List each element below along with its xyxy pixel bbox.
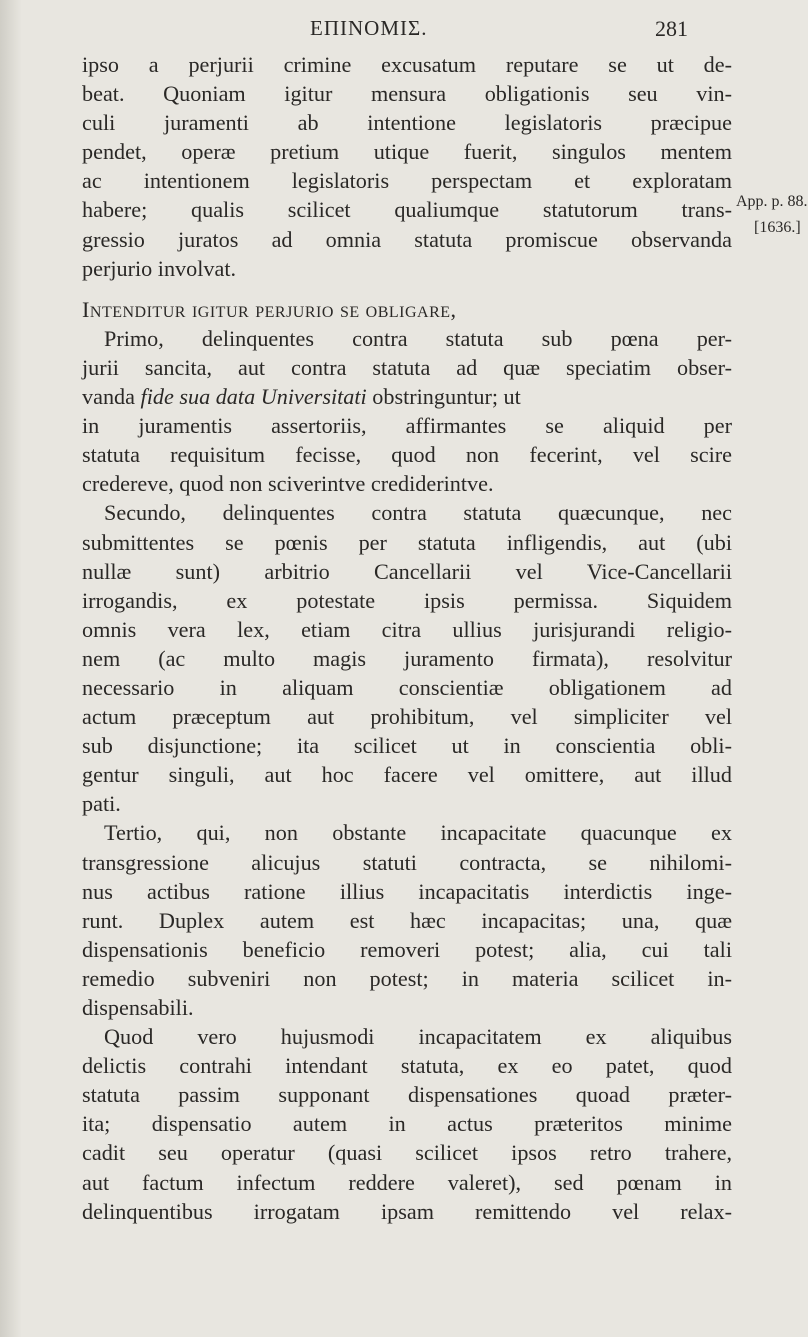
text-line: ac intentionem legislatoris perspectam et exploratam (82, 168, 732, 194)
text-line: sub disjunctione; ita scilicet ut in conscientia obli- (82, 733, 732, 759)
text-line: Secundo, delinquentes contra statuta quæcunque, nec (104, 500, 732, 526)
text-line: necessario in aliquam conscientiæ obligationem ad (82, 674, 732, 700)
text-line: statuta requisitum fecisse, quod non fecerint, vel scire (82, 442, 732, 468)
text-line: beat. Quoniam igitur mensura obligationis seu vin- (82, 81, 732, 107)
text-line: ipso a perjurii crimine excusatum reputare se ut de- (82, 52, 732, 77)
text-line: aut factum infectum reddere valeret), sed pœnam in (82, 1169, 732, 1195)
text-line: remedio subveniri non potest; in materia scilicet in- (82, 965, 732, 991)
page-header (0, 16, 800, 46)
text-line: statuta passim supponant dispensationes quoad præter- (82, 1082, 732, 1108)
text-line: dispensabili. (82, 995, 194, 1020)
text-line: pati. (82, 791, 121, 817)
text-line: ita; dispensatio autem in actus præteritos minime (82, 1111, 732, 1137)
text-line: gressio juratos ad omnia statuta promiscue observanda (82, 226, 732, 252)
text-line: submittentes se pœnis per statuta infligendis, aut (ubi (82, 529, 732, 555)
text-line: Quod vero hujusmodi incapacitatem ex aliquibus (104, 1024, 732, 1050)
text-line: omnis vera lex, etiam citra ullius jurisjurandi religio- (82, 616, 732, 642)
text-line: nem (ac multo magis juramento firmata), resolvitur (82, 645, 732, 671)
italic-phrase: fide sua data Universitati (140, 384, 367, 410)
text-line: dispensationis beneficio removeri potest; alia, cui tali (82, 936, 732, 962)
text-line: runt. Duplex autem est hæc incapacitas; una, quæ (82, 907, 732, 933)
text-line: credereve, quod non sciverintve crediderintve. (82, 471, 494, 497)
body-text (82, 50, 732, 1226)
spacer (82, 283, 732, 295)
margin-note-app-ref: App. p. 88. (736, 193, 808, 210)
binding-gutter (0, 0, 22, 1337)
page-number: 281 (655, 16, 688, 41)
text-line: perjurio involvat. (82, 255, 237, 281)
section-heading: Intenditur igitur perjurio se obligare, (82, 296, 457, 322)
text-fragment: vanda (82, 384, 135, 410)
text-line: delinquentibus irrogatam ipsam remittendo vel relax- (82, 1198, 732, 1224)
text-line: actum præceptum aut prohibitum, vel simpliciter vel (82, 704, 732, 730)
text-line: jurii sancita, aut contra statuta ad quæ speciatim obser- (82, 354, 732, 380)
text-line: Primo, delinquentes contra statuta sub pœna per- (104, 325, 732, 351)
text-line: culi juramenti ab intentione legislatoris præcipue (82, 110, 732, 136)
text-line: delictis contrahi intendant statuta, ex eo patet, quod (82, 1053, 732, 1079)
margin-note-year: [1636.] (754, 219, 801, 236)
text-line: pendet, operæ pretium utique fuerit, singulos mentem (82, 139, 732, 165)
text-line: habere; qualis scilicet qualiumque statutorum trans- (82, 197, 732, 223)
text-line: gentur singuli, aut hoc facere vel omittere, aut illud (82, 762, 732, 788)
text-fragment: obstringuntur; ut (372, 384, 521, 410)
text-line: nus actibus ratione illius incapacitatis interdictis inge- (82, 878, 732, 904)
text-line (82, 382, 732, 411)
running-title: ΕΠΙΝΟΜΙΣ. (310, 16, 428, 40)
text-line: transgressione alicujus statuti contracta, se nihilomi- (82, 849, 732, 875)
text-line: irrogandis, ex potestate ipsis permissa. Siquidem (82, 587, 732, 613)
text-line: nullæ sunt) arbitrio Cancellarii vel Vice-Cancellarii (82, 558, 732, 584)
text-line: in juramentis assertoriis, affirmantes se aliquid per (82, 413, 732, 439)
text-line: cadit seu operatur (quasi scilicet ipsos retro trahere, (82, 1140, 732, 1166)
text-line: Tertio, qui, non obstante incapacitate quacunque ex (104, 820, 732, 846)
